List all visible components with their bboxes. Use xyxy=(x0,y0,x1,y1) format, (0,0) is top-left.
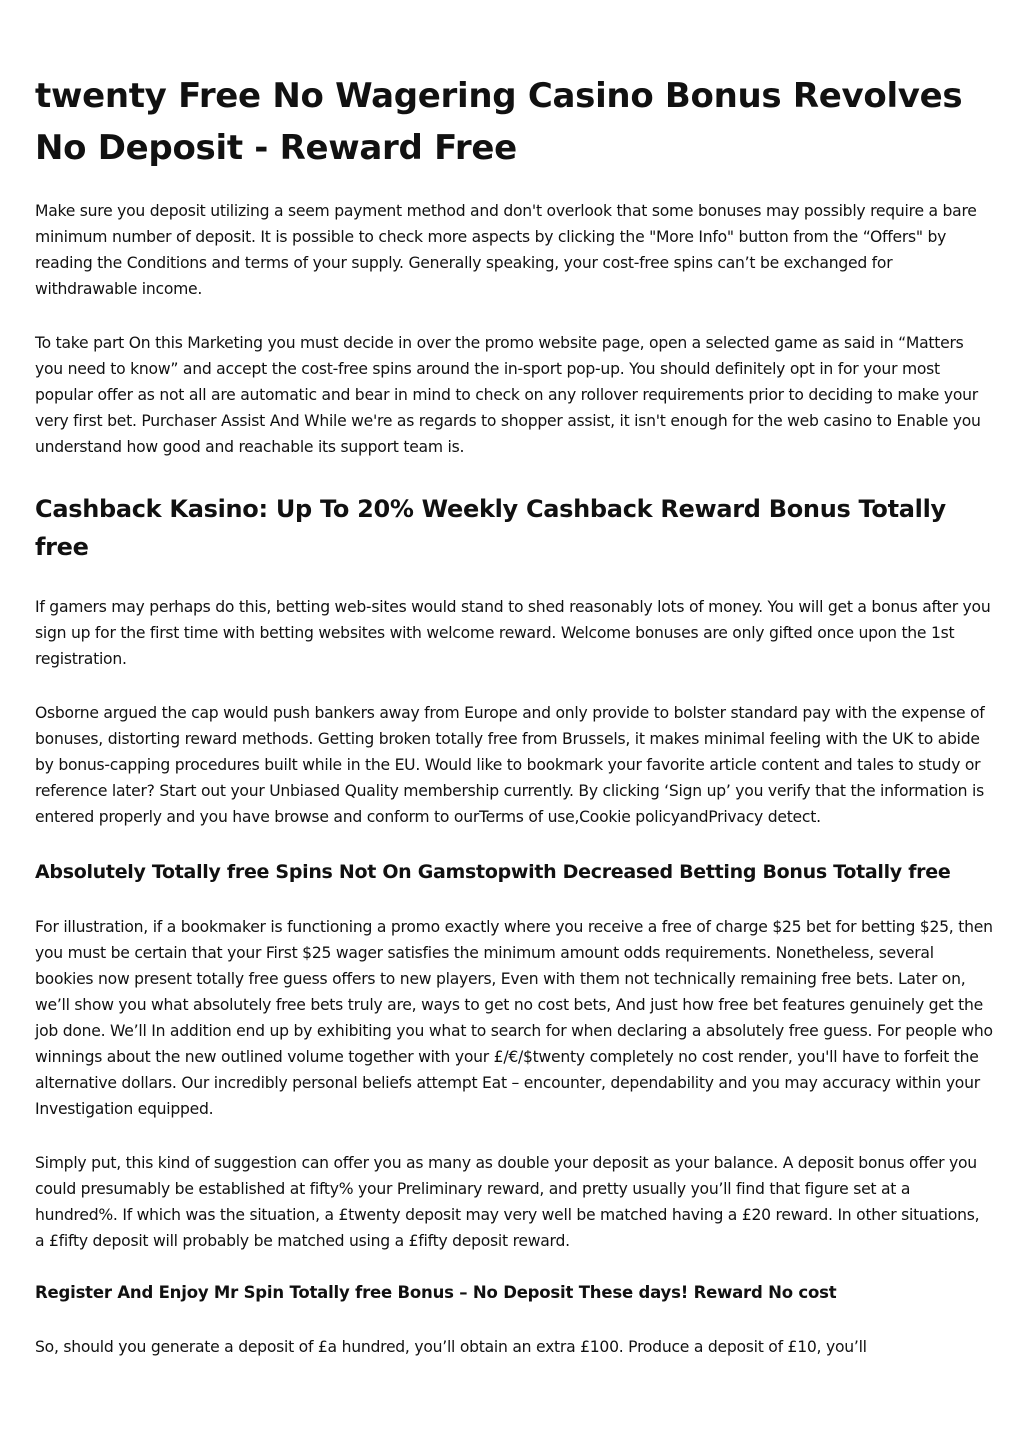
section-heading-cashback: Cashback Kasino: Up To 20% Weekly Cashback Reward Bonus Totally free xyxy=(35,495,946,561)
section1-paragraph-1: If gamers may perhaps do this, betting web-sites would stand to shed reasonably lots of money. You will get a bonus after you sign up for the first time with betting websites with welcome reward. Welcome bonuses are only gifted once upon the 1st registration. xyxy=(35,598,991,668)
intro-paragraph-1: Make sure you deposit utilizing a seem payment method and don't overlook that some bonuses may possibly require a bare minimum number of deposit. It is possible to check more aspects by clicking the "More Info" button from the “Offers" by reading the Conditions and terms of your supply. Generally speaking, your cost-free spins can’t be exchanged for withdrawable income. xyxy=(35,202,977,298)
intro-paragraph-2: To take part On this Marketing you must decide in over the promo website page, open a selected game as said in “Matters you need to know” and accept the cost-free spins around the in-sport pop-up. You should definitely opt in for your most popular offer as not all are automatic and bear in mind to check on any rollover requirements prior to deciding to make your very first bet. Purchaser Assist And While we're as regards to shopper assist, it isn't enough for the web casino to Enable you understand how good and reachable its support team is. xyxy=(35,334,981,456)
section-heading-register: Register And Enjoy Mr Spin Totally free Bonus – No Deposit These days! Reward No cost xyxy=(35,1283,837,1302)
section2-paragraph-2: Simply put, this kind of suggestion can offer you as many as double your deposit as your balance. A deposit bonus offer you could presumably be established at fifty% your Preliminary reward, and pretty usually you’ll find that figure set at a hundred%. If which was the situation, a £twenty deposit may very well be matched having a £20 reward. In other situations, a £fifty deposit will probably be matched using a £fifty deposit reward. xyxy=(35,1154,980,1250)
section1-paragraph-2: Osborne argued the cap would push bankers away from Europe and only provide to bolster standard pay with the expense of bonuses, distorting reward methods. Getting broken totally free from Brussels, it makes minimal feeling with the UK to abide by bonus-capping procedures built while in the EU. Would like to bookmark your favorite article content and tales to study or reference later? Start out your Unbiased Quality membership currently. By clicking ‘Sign up’ you verify that the information is entered properly and you have browse and conform to ourTerms of use,Cookie policyandPrivacy detect. xyxy=(35,704,985,826)
article-title: twenty Free No Wagering Casino Bonus Revolves No Deposit - Reward Free xyxy=(35,76,963,168)
section-heading-free-spins: Absolutely Totally free Spins Not On Gamstopwith Decreased Betting Bonus Totally free xyxy=(35,861,951,883)
section2-paragraph-1: For illustration, if a bookmaker is functioning a promo exactly where you receive a free of charge $25 bet for betting $25, then you must be certain that your First $25 wager satisfies the minimum amount odds requirements. Nonetheless, several bookies now present totally free guess offers to new players, Even with them not technically remaining free bets. Later on, we’ll show you what absolutely free bets truly are, ways to get no cost bets, And just how free bet features genuinely get the job done. We’ll In addition end up by exhibiting you what to search for when declaring a absolutely free guess. For people who winnings about the new outlined volume together with your £/€/$twenty completely no cost render, you'll have to forfeit the alternative dollars. Our incredibly personal beliefs attempt Eat – encounter, dependability and you may accuracy within your Investigation equipped. xyxy=(35,918,993,1118)
article-body xyxy=(35,0,993,1360)
section3-paragraph-1: So, should you generate a deposit of £a hundred, you’ll obtain an extra £100. Produce a deposit of £10, you’ll xyxy=(35,1338,867,1356)
